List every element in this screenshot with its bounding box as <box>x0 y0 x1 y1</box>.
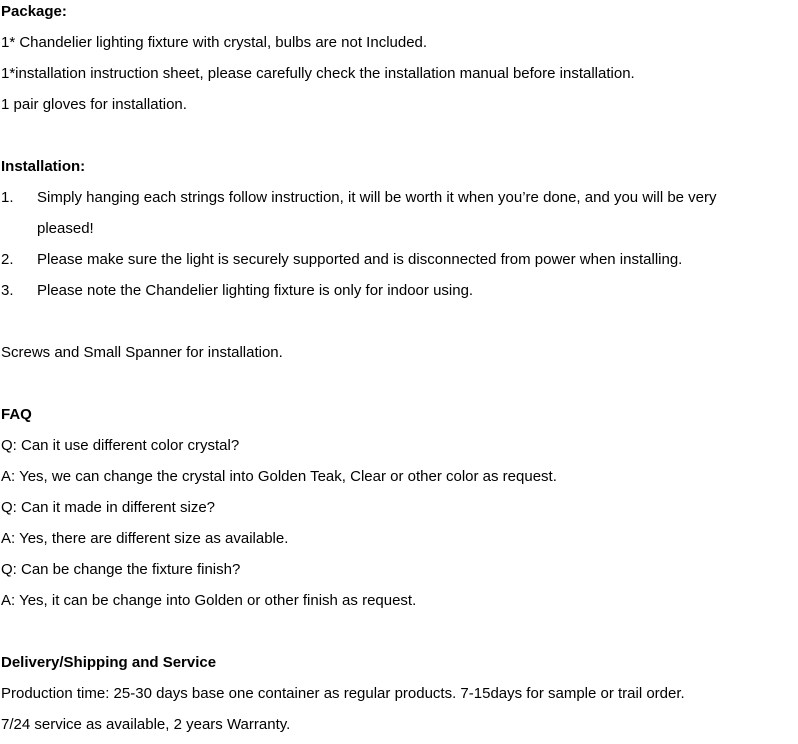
faq-question: Q: Can be change the fixture finish? <box>1 561 241 578</box>
faq-answer: A: Yes, we can change the crystal into Golden Teak, Clear or other color as request. <box>1 468 557 485</box>
installation-step <box>1 248 797 279</box>
spacer <box>1 310 797 341</box>
step-number: 1. <box>1 189 14 206</box>
step-text: Please make sure the light is securely supported and is disconnected from power when installing. <box>37 251 683 268</box>
installation-step <box>1 186 797 248</box>
step-text-line: pleased! <box>37 220 94 237</box>
package-line: 1 pair gloves for installation. <box>1 96 187 113</box>
package-heading: Package: <box>1 3 67 20</box>
installation-note: Screws and Small Spanner for installation. <box>1 344 283 361</box>
spacer <box>1 124 797 155</box>
step-number: 3. <box>1 282 14 299</box>
step-number: 2. <box>1 251 14 268</box>
faq-question: Q: Can it made in different size? <box>1 499 215 516</box>
spacer <box>1 372 797 403</box>
step-text <box>37 186 797 248</box>
installation-step <box>1 279 797 310</box>
step-text-line: Simply hanging each strings follow instruction, it will be worth it when you’re done, and you will be very <box>37 189 717 206</box>
delivery-heading: Delivery/Shipping and Service <box>1 654 217 671</box>
faq-question: Q: Can it use different color crystal? <box>1 437 240 454</box>
delivery-line: Production time: 25-30 days base one container as regular products. 7-15days for sample or trail order. <box>1 685 685 702</box>
spacer <box>1 620 797 651</box>
product-description-document <box>1 0 797 744</box>
faq-heading: FAQ <box>1 406 32 423</box>
step-text: Please note the Chandelier lighting fixture is only for indoor using. <box>37 282 474 299</box>
faq-answer: A: Yes, it can be change into Golden or other finish as request. <box>1 592 417 609</box>
faq-answer: A: Yes, there are different size as available. <box>1 530 289 547</box>
package-line: 1* Chandelier lighting fixture with crystal, bulbs are not Included. <box>1 34 428 51</box>
delivery-line: 7/24 service as available, 2 years Warranty. <box>1 716 291 733</box>
package-line: 1*installation instruction sheet, please carefully check the installation manual before installation. <box>1 65 635 82</box>
installation-heading: Installation: <box>1 158 86 175</box>
